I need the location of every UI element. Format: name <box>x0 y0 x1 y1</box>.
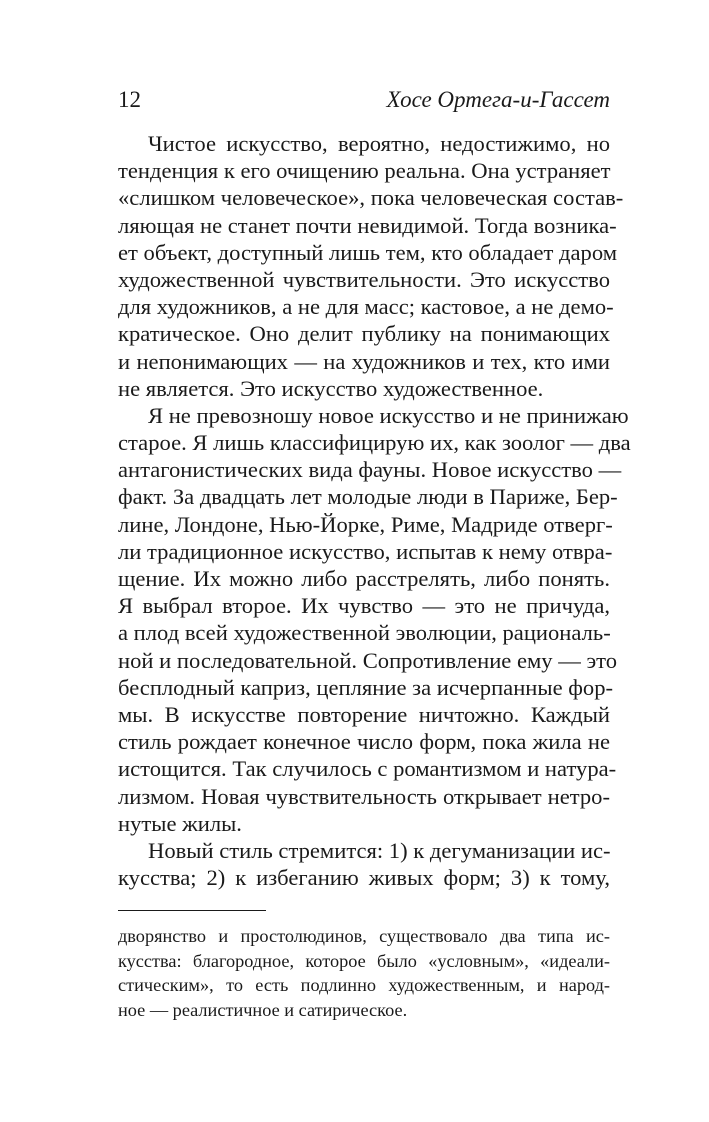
text-line: старое. Я лишь классифицирую их, как зоолог — два <box>118 430 631 456</box>
footnote-rule <box>118 910 266 911</box>
text-line: а плод всей художественной эволюции, рациональ- <box>118 620 611 646</box>
text-line: антагонистических вида фауны. Новое искусство — <box>118 457 622 483</box>
text-line: художественной чувствительности. Это искусство <box>118 266 610 292</box>
footnote <box>118 924 610 1022</box>
footnote-line: ное — реалистичное и сатирическое. <box>118 999 408 1020</box>
text-line: ли традиционное искусство, испытав к нему отвра- <box>118 538 613 564</box>
text-line: не является. Это искусство художественное. <box>118 375 544 401</box>
footnote-line: дворянство и простолюдинов, существовало два типа ис- <box>118 926 610 946</box>
text-line: лизмом. Новая чувствительность открывает нетро- <box>118 783 610 809</box>
text-line: Новый стиль стремится: 1) к дегуманизации ис- <box>148 837 611 863</box>
page-number: 12 <box>118 87 141 112</box>
body-text <box>118 130 631 891</box>
text-line: факт. За двадцать лет молодые люди в Париже, Бер- <box>118 484 618 510</box>
text-line: Я выбрал второе. Их чувство — это не причуда, <box>118 593 610 619</box>
text-line: истощится. Так случилось с романтизмом и натура- <box>118 756 617 782</box>
text-line: стиль рождает конечное число форм, пока жила не <box>118 729 610 755</box>
text-line: лине, Лондоне, Нью-Йорке, Риме, Мадриде отверг- <box>118 511 613 537</box>
text-line: ляющая не станет почти невидимой. Тогда возника- <box>118 212 617 238</box>
text-line: мы. В искусстве повторение ничтожно. Каждый <box>118 701 610 727</box>
page-header <box>118 84 610 116</box>
text-line: нутые жилы. <box>118 810 242 836</box>
paragraph <box>118 837 610 891</box>
footnote-line: стическим», то есть подлинно художественным, и народ- <box>118 975 610 996</box>
text-line: бесплодный каприз, цепляние за исчерпанные фор- <box>118 674 614 700</box>
text-line: ет объект, доступный лишь тем, кто обладает даром <box>118 239 618 265</box>
text-line: ной и последовательной. Сопротивление ему — это <box>118 647 618 673</box>
paragraph <box>118 130 624 402</box>
text-line: «слишком человеческое», пока человеческая состав- <box>118 185 624 211</box>
text-line: тенденция к его очищению реальна. Она устраняет <box>118 158 611 184</box>
text-line: кусства; 2) к избеганию живых форм; 3) к тому, <box>118 865 610 891</box>
text-line: Я не превозношу новое искусство и не принижаю <box>148 402 629 428</box>
text-line: щение. Их можно либо расстрелять, либо понять. <box>118 566 610 591</box>
text-line: Чистое искусство, вероятно, недостижимо, но <box>148 131 610 156</box>
paragraph <box>118 402 631 837</box>
text-line: и непонимающих — на художников и тех, кто ими <box>118 348 610 374</box>
text-line: кратическое. Оно делит публику на понимающих <box>118 321 610 347</box>
text-line: для художников, а не для масс; кастовое, а не демо- <box>118 294 614 320</box>
running-head: Хосе Ортега-и-Гассет <box>386 87 610 112</box>
footnote-line: кусства: благородное, которое было «условным», «идеали- <box>118 950 610 971</box>
